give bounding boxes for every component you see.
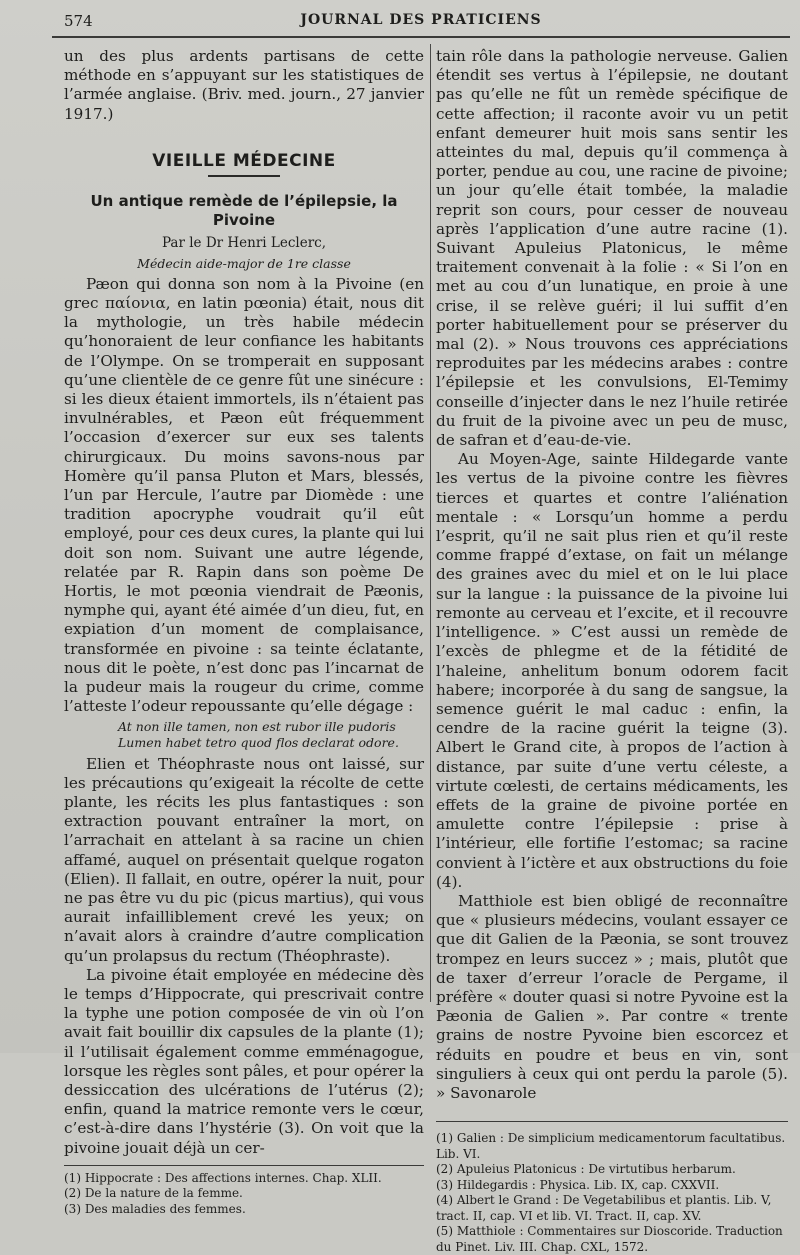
journal-title: JOURNAL DES PRATICIENS bbox=[300, 12, 542, 28]
page-number: 574 bbox=[64, 12, 93, 30]
paragraph-galien: tain rôle dans la pathologie nerveuse. Galien étendit ses vertus à l’épilepsie, ne doutant pas qu’elle ne fût un remède spécifique de cette affection; il raconte avoir vu un petit enfant demeurer huit mois sans sentir les atteintes du mal, depuis qu’il commença à porter, pendue au cou, une racine de pivoine; un jour qu’elle était tombée, la maladie reprit son cours, pour cesser de nouveau après l’application d’une autre racine (1). Suivant Apuleius Platonicus, le même traitement convenait à la folie : « Si l’on en met au cou d’un lunatique, en proie à une crise, il se relève guéri; il lui suffit d’en porter habituellement pour se préserver du mal (2). » Nous trouvons ces appréciations reproduites par les médecins arabes : contre l’épilepsie et les convulsions, El-Temimy conseille d’injecter dans le nez l’huile retirée du fruit de la pivoine avec un peu de musc, de safran et d’eau-de-vie. bbox=[436, 47, 788, 450]
footnote: (3) Des maladies des femmes. bbox=[64, 1201, 246, 1216]
left-column bbox=[64, 47, 424, 1217]
paragraph-hildegarde: Au Moyen-Age, sainte Hildegarde vante les vertus de la pivoine contre les fièvres tierces et quartes et contre l’aliénation mentale : « Lorsqu’un homme a perdu l’esprit, qu’il ne sait plus rien et qu’il reste comme frappé d’extase, on fait un mélange des graines avec du miel et on le lui place sur la langue : la puissance de la pivoine lui remonte au cerveau et l’excite, et il recouvre l’intelligence. » C’est aussi un remède de l’excès de phlegme et de la fétidité de l’haleine, anhelitum bonum odorem facit habere; incorporée à du sang de sangsue, la semence guérit le mal caduc : enfin, la cendre de la racine guérit la teigne (3). Albert le Grand cite, à propos de l’action à distance, par suite d’une vertu céleste, a virtute cœlesti, de certains médicaments, les effets de la graine de pivoine portée en amulette contre l’épilepsie : prise à l’intérieur, elle fortifie l’estomac; sa racine convient à l’ictère et aux obstructions du foie (4). bbox=[436, 450, 788, 891]
footnote: (1) Hippocrate : Des affections internes. Chap. XLII. bbox=[64, 1170, 382, 1185]
footnote: (5) Matthiole : Commentaires sur Dioscoride. Traduction du Pinet. Liv. III. Chap. CXL, 1572. bbox=[436, 1224, 783, 1254]
article-title: Un antique remède de l’épilepsie, la Pivoine bbox=[90, 192, 398, 230]
footnote: (3) Hildegardis : Physica. Lib. IX, cap. CXXVII. bbox=[436, 1177, 720, 1192]
footnote-rule bbox=[436, 1121, 788, 1122]
author-affiliation: Médecin aide-major de 1re classe bbox=[137, 255, 351, 271]
section-rule bbox=[208, 175, 280, 177]
footnote: (2) Apuleius Platonicus : De virtutibus herbarum. bbox=[436, 1162, 736, 1177]
paragraph-paeon: Pæon qui donna son nom à la Pivoine (en grec παίονια, en latin pœonia) était, nous dit la mythologie, un très habile médecin qu’honoraient de leur confiance les habitants de l’Olympe. On se tromperait en supposant qu’une clientèle de ce genre fût une sinécure : si les dieux étaient immortels, ils n’étaient pas invulnérables, et Pæon eût fréquemment l’occasion d’exercer sur eux ses talents chirurgicaux. Du moins savons-nous par Homère qu’il pansa Pluton et Mars, blessés, l’un par Hercule, l’autre par Diomède : une tradition apocryphe voudrait qu’il eût employé, pour ces deux cures, la plante qui lui doit son nom. Suivant une autre légende, relatée par R. Rapin dans son poème De Hortis, le mot pœonia viendrait de Pæonis, nymphe qui, ayant été aimée d’un dieu, fut, en expiation d’un moment de complaisance, transformée en pivoine : sa teinte éclatante, nous dit le poète, n’est donc pas l’incarnat de la pudeur mais la rougeur du crime, comme l’atteste l’odeur repoussante qu’elle dégage : bbox=[64, 274, 424, 716]
paragraph-hippocrate: La pivoine était employée en médecine dès le temps d’Hippocrate, qui prescrivait contre la typhe une potion composée de vin où l’on avait fait bouillir dix capsules de la plante (1); il l’utilisait également comme emménagogue, lorsque les règles sont pâles, et pour opérer la dessiccation des ulcérations de l’utérus (2); enfin, quand la matrice remonte vers le cœur, c’est-à-dire dans l’hystérie (3). On voit que la pivoine jouait déjà un cer- bbox=[64, 965, 424, 1157]
page-header bbox=[52, 4, 790, 38]
footnotes-right bbox=[436, 1121, 788, 1255]
author-byline: Par le Dr Henri Leclerc, bbox=[161, 235, 327, 252]
right-column bbox=[436, 47, 788, 1255]
paragraph-matthiole: Matthiole est bien obligé de reconnaître que « plusieurs médecins, voulant essayer ce que dit Galien de la Pæonia, se sont trouvez trompez en leurs succez » ; mais, plutôt que de taxer d’erreur l’oracle de Pergame, il préfère « douter quasi si notre Pyvoine est la Pæonia de Galien ». Par contre « trente grains de nostre Pyvoine bien escorcez et réduits en poudre et beus en vin, sont singuliers à ceux qui ont perdu la parole (5). » Savonarole bbox=[436, 891, 788, 1102]
column-divider bbox=[430, 44, 431, 1002]
quote-line: Lumen habet tetro quod flos declarat odore. bbox=[118, 734, 399, 750]
intro-paragraph: un des plus ardents partisans de cette méthode en s’appuyant sur les statistiques de l’armée anglaise. (Briv. med. journ., 27 janvier 1917.) bbox=[64, 47, 424, 123]
footnote: (2) De la nature de la femme. bbox=[64, 1186, 243, 1201]
section-title: VIEILLE MÉDECINE bbox=[152, 150, 336, 171]
footnote-rule bbox=[64, 1165, 424, 1166]
paragraph-elien: Elien et Théophraste nous ont laissé, sur les précautions qu’exigeait la récolte de cette plante, les récits les plus fantastiques : son extraction pouvant entraîner la mort, on l’arrachait en attelant à sa racine un chien affamé, auquel on présentait quelque rogaton (Elien). Il fallait, en outre, opérer la nuit, pour ne pas être vu du pic (picus martius), qui vous aurait infailliblement crevé les yeux; on n’avait alors à craindre d’autre complication qu’un prolapsus du rectum (Théophraste). bbox=[64, 754, 424, 965]
footnote: (1) Galien : De simplicium medicamentorum facultatibus. Lib. VI. bbox=[436, 1131, 786, 1161]
latin-quote bbox=[118, 719, 424, 751]
quote-line: At non ille tamen, non est rubor ille pudoris bbox=[118, 718, 396, 734]
footnote: (4) Albert le Grand : De Vegetabilibus et plantis. Lib. V, tract. II, cap. VI et lib. VI. Tract. II, cap. XV. bbox=[436, 1193, 772, 1223]
